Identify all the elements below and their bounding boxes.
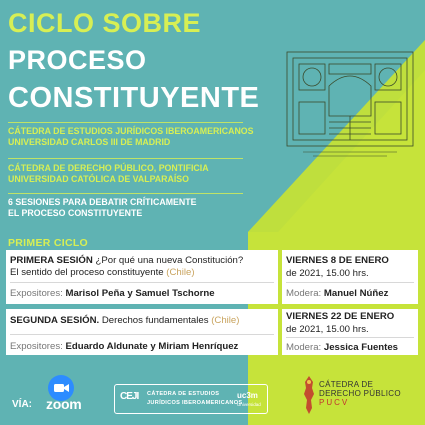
title-line-1: CICLO SOBRE: [8, 8, 202, 38]
divider: [286, 337, 414, 338]
session-1-speakers-names: Marisol Peña y Samuel Tschorne: [65, 288, 215, 299]
institution-uc3m: [8, 126, 254, 148]
uc3m-logo: uc3m: [237, 391, 258, 400]
uc3m-subtitle: Universidad: [237, 402, 261, 407]
session-2-topic: Derechos fundamentales: [99, 315, 209, 326]
session-2-card: [6, 309, 278, 355]
session-1-date: VIERNES 8 DE ENERO: [286, 255, 389, 266]
sessions-description-line1: 6 SESIONES PARA DEBATIR CRÍTICAMENTE: [8, 197, 197, 207]
session-1-speakers: [10, 288, 215, 300]
title-line-2: PROCESO: [8, 45, 147, 75]
divider: [8, 158, 243, 159]
pucv-logo-text: [319, 380, 401, 407]
institution-uc3m-line2: UNIVERSIDAD CARLOS III DE MADRID: [8, 137, 171, 147]
session-2-title: [10, 315, 239, 327]
session-1-label: PRIMERA SESIÓN: [10, 255, 93, 266]
session-2-schedule: [282, 309, 418, 355]
pucv-line3: PUCV: [319, 398, 350, 407]
divider: [10, 282, 274, 283]
session-2-speakers: [10, 341, 238, 353]
session-1-title: [10, 255, 276, 279]
cej-name-line2: JURÍDICOS IBEROAMERICANOS: [147, 400, 243, 406]
pucv-line1: CÁTEDRA DE: [319, 380, 374, 389]
speakers-label: Expositores:: [10, 341, 66, 352]
moderator-label: Modera:: [286, 342, 324, 353]
sessions-description: [8, 197, 197, 219]
title-line-3: CONSTITUYENTE: [8, 82, 260, 114]
session-2-moderator: [286, 342, 398, 354]
via-label: VÍA:: [12, 399, 32, 410]
session-1-card: [6, 250, 278, 304]
institution-uc3m-line1: CÁTEDRA DE ESTUDIOS JURÍDICOS IBEROAMERICANOS: [8, 126, 254, 136]
session-1-topic-a: ¿Por qué una nueva Constitución?: [92, 255, 244, 266]
session-2-moderator-name: Jessica Fuentes: [323, 342, 399, 353]
session-1-moderator-name: Manuel Núñez: [323, 288, 389, 299]
divider: [286, 282, 414, 283]
divider: [8, 193, 243, 194]
session-2-label: SEGUNDA SESIÓN.: [10, 315, 100, 326]
divider: [8, 122, 243, 123]
pucv-line2: DERECHO PÚBLICO: [319, 389, 401, 398]
session-2-country: (Chile): [208, 315, 240, 326]
cej-logo-mark: CEJI: [120, 391, 139, 402]
institution-pucv-line1: CÁTEDRA DE DERECHO PÚBLICO, PONTIFICIA: [8, 163, 209, 173]
cycle-label: PRIMER CICLO: [8, 237, 89, 249]
pucv-crest-icon: [302, 374, 316, 416]
session-1-country: (Chile): [163, 267, 195, 278]
session-1-time: de 2021, 15.00 hrs.: [286, 268, 369, 279]
session-1-topic-b: El sentido del proceso constituyente: [10, 267, 164, 278]
session-2-speakers-names: Eduardo Aldunate y Miriam Henríquez: [65, 341, 239, 352]
session-1-moderator: [286, 288, 388, 300]
cej-name-line1: CÁTEDRA DE ESTUDIOS: [147, 391, 220, 397]
architectural-floor-plan-image: [283, 46, 417, 162]
session-1-schedule: [282, 250, 418, 304]
institution-pucv-line2: UNIVERSIDAD CATÓLICA DE VALPARAÍSO: [8, 174, 189, 184]
session-2-date: VIERNES 22 DE ENERO: [286, 311, 395, 322]
cej-logo-box: [114, 384, 268, 414]
speakers-label: Expositores:: [10, 288, 66, 299]
divider: [10, 334, 274, 335]
institution-pucv: [8, 163, 209, 185]
moderator-label: Modera:: [286, 288, 324, 299]
zoom-logo: zoom: [46, 396, 82, 412]
sessions-description-line2: EL PROCESO CONSTITUYENTE: [8, 208, 143, 218]
session-2-time: de 2021, 15.00 hrs.: [286, 324, 369, 335]
